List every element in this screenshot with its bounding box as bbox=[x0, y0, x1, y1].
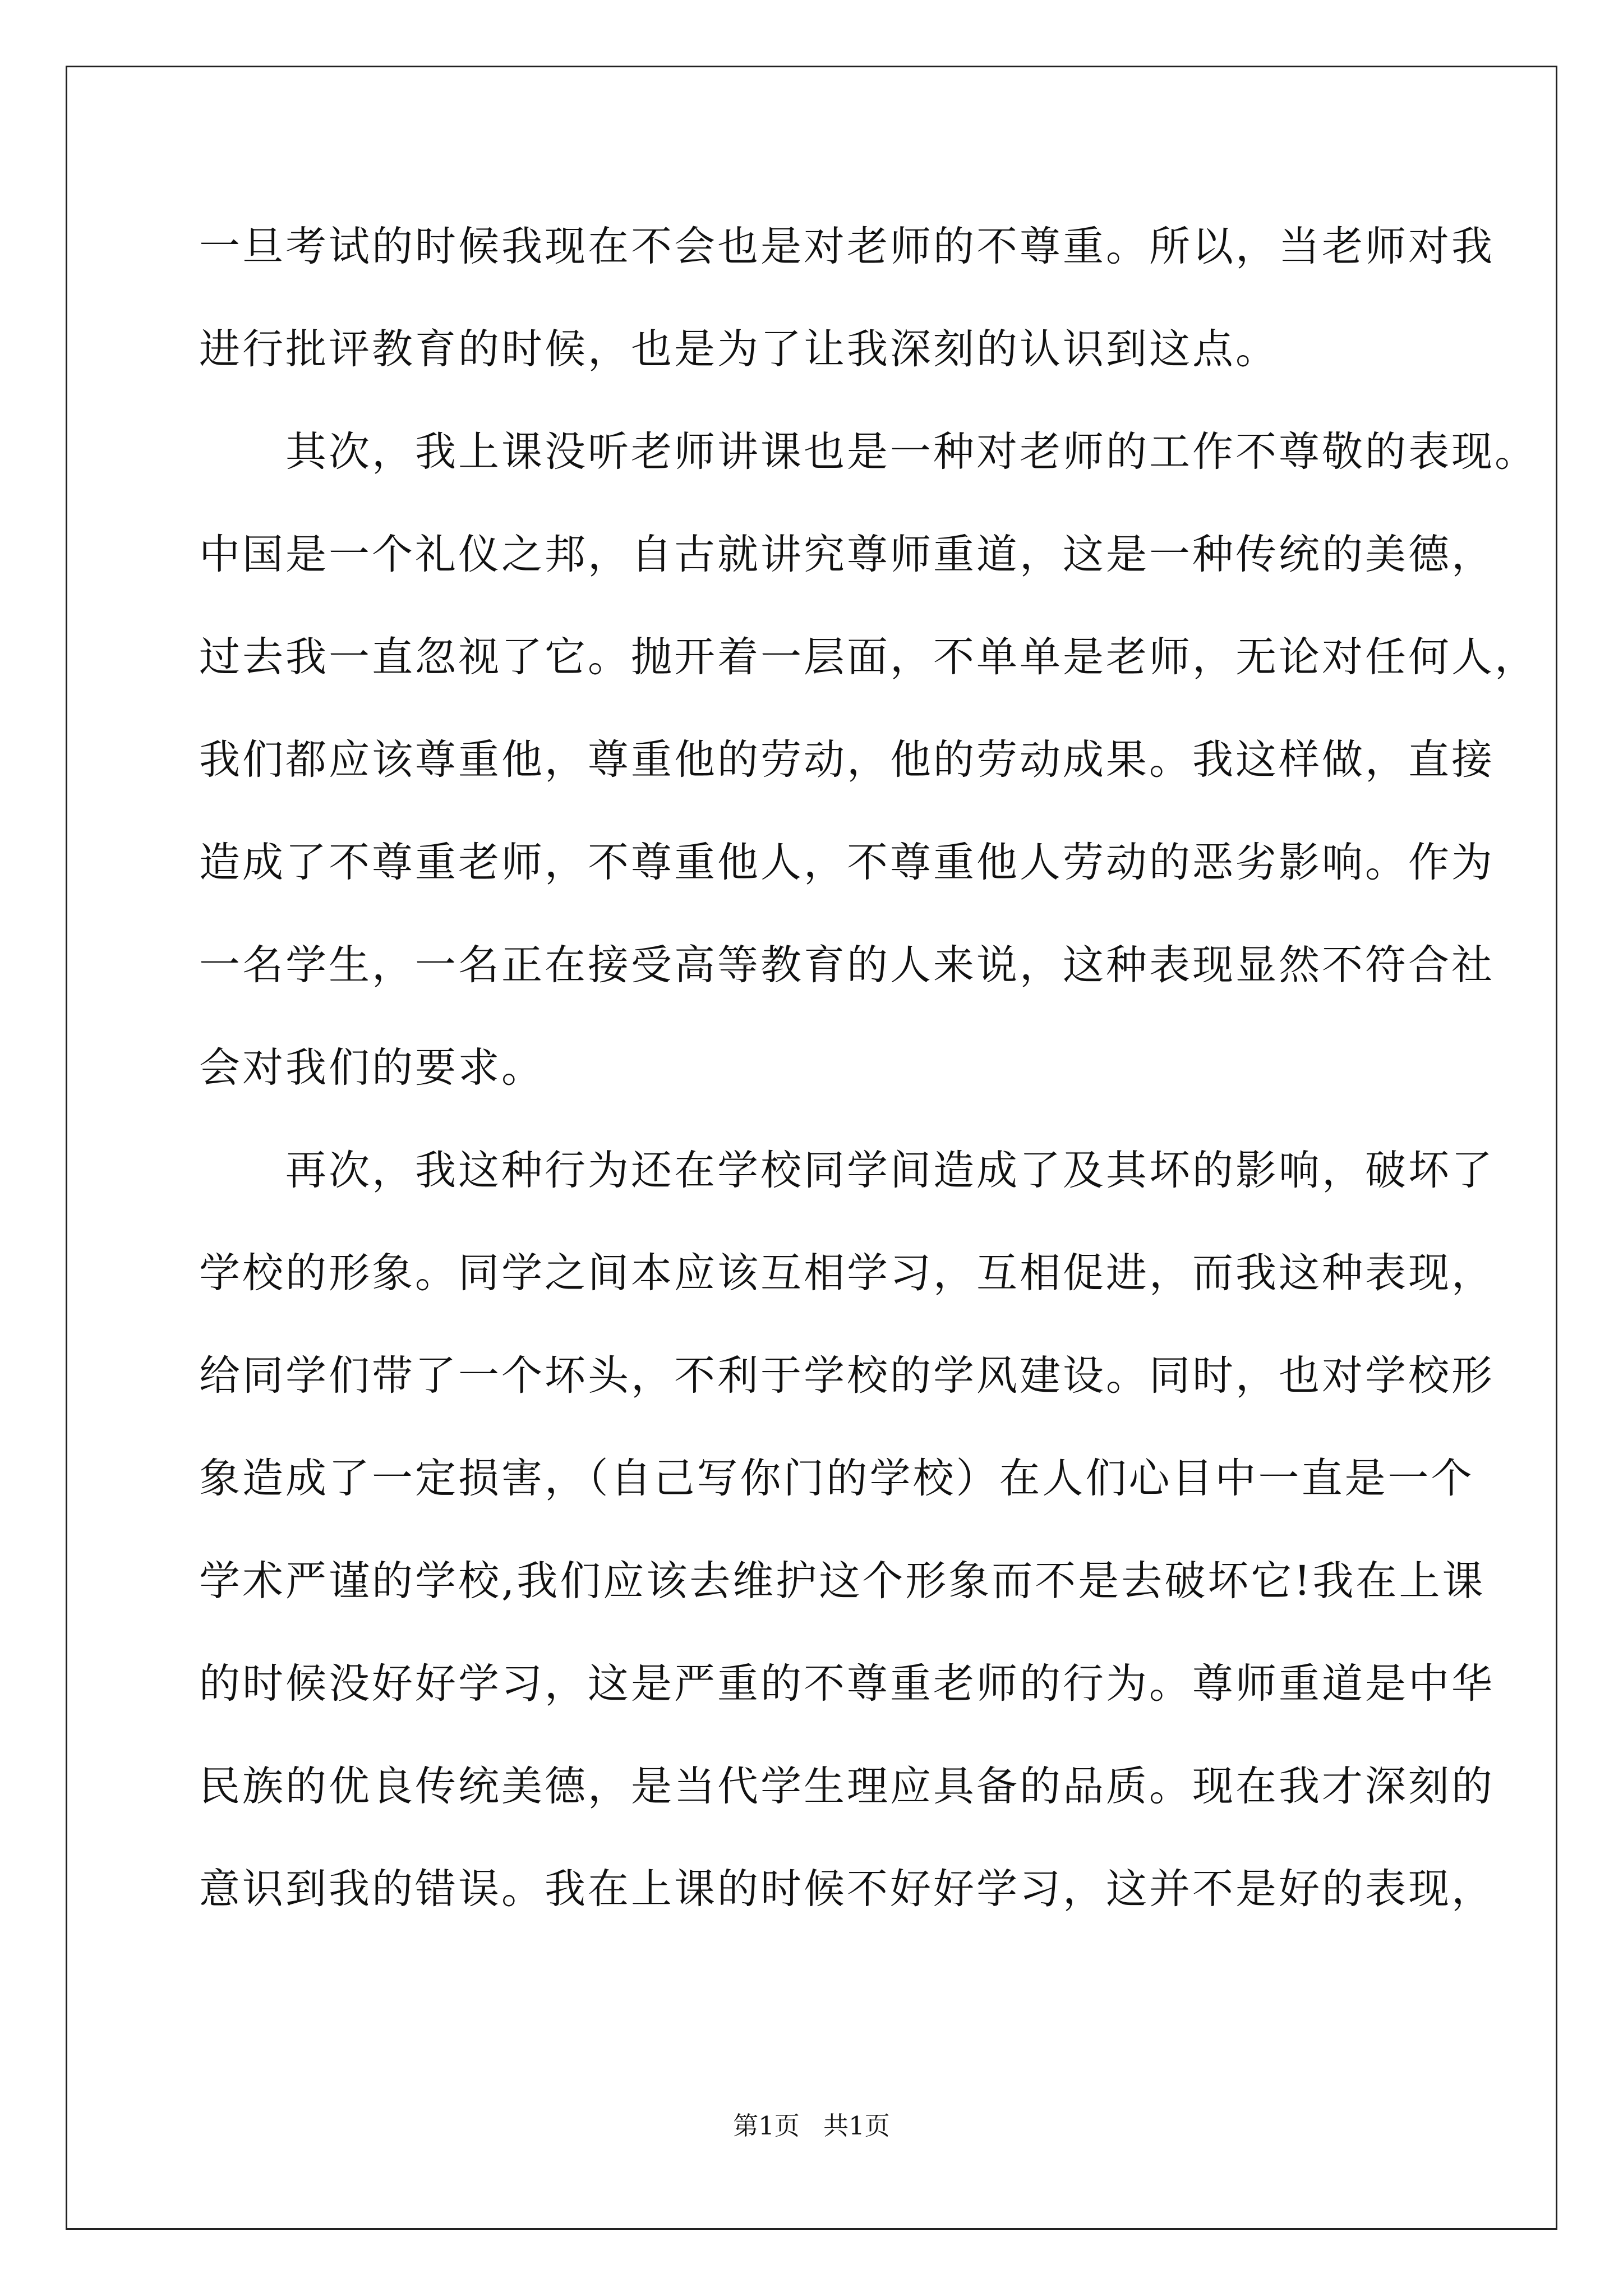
text-line-12: 给同学们带了一个坏头，不利于学校的学风建设。同时，也对学校形 bbox=[199, 1352, 1495, 1400]
text-line-15: 的时候没好好学习，这是严重的不尊重老师的行为。尊师重道是中华 bbox=[199, 1660, 1495, 1708]
text-line-3: 其次，我上课没听老师讲课也是一种对老师的工作不尊敬的表现。 bbox=[199, 428, 1538, 476]
text-line-14: 学术严谨的学校,我们应该去维护这个形象而不是去破坏它!我在上课 bbox=[199, 1557, 1486, 1605]
text-line-16: 民族的优良传统美德，是当代学生理应具备的品质。现在我才深刻的 bbox=[199, 1763, 1495, 1810]
text-line-1: 一旦考试的时候我现在不会也是对老师的不尊重。所以，当老师对我 bbox=[199, 223, 1495, 270]
text-line-8: 一名学生，一名正在接受高等教育的人来说，这种表现显然不符合社 bbox=[199, 941, 1495, 989]
text-line-5: 过去我一直忽视了它。抛开着一层面，不单单是老师，无论对任何人， bbox=[199, 633, 1538, 681]
text-line-11: 学校的形象。同学之间本应该互相学习，互相促进，而我这种表现， bbox=[199, 1249, 1495, 1297]
text-line-10: 再次，我这种行为还在学校同学间造成了及其坏的影响，破坏了 bbox=[199, 1147, 1495, 1194]
text-line-2: 进行批评教育的时候，也是为了让我深刻的认识到这点。 bbox=[199, 325, 1279, 373]
text-line-6: 我们都应该尊重他，尊重他的劳动，他的劳动成果。我这样做，直接 bbox=[199, 736, 1495, 784]
text-line-17: 意识到我的错误。我在上课的时候不好好学习，这并不是好的表现， bbox=[199, 1865, 1495, 1913]
text-line-4: 中国是一个礼仪之邦，自古就讲究尊师重道，这是一种传统的美德， bbox=[199, 531, 1495, 578]
text-line-9: 会对我们的要求。 bbox=[199, 1044, 545, 1092]
page-total: 共1页 bbox=[823, 2111, 890, 2141]
text-line-13: 象造成了一定损害，（自己写你门的学校）在人们心目中一直是一个 bbox=[199, 1455, 1474, 1502]
page-footer bbox=[0, 2110, 1623, 2142]
page-number: 第1页 bbox=[733, 2111, 800, 2141]
text-line-7: 造成了不尊重老师，不尊重他人，不尊重他人劳动的恶劣影响。作为 bbox=[199, 839, 1495, 886]
